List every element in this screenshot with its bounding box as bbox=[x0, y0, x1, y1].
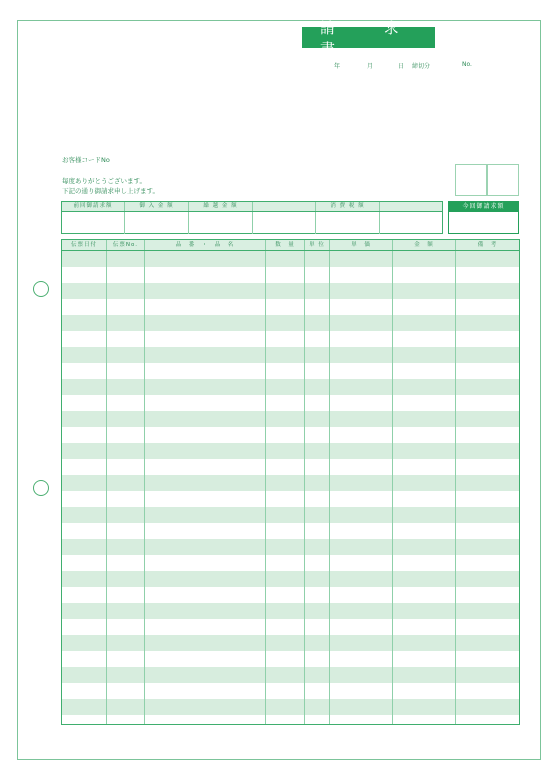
stamp-box-1 bbox=[455, 164, 487, 196]
column-divider bbox=[329, 251, 330, 724]
summary-cell bbox=[189, 212, 253, 234]
table-row bbox=[62, 699, 519, 715]
table-row bbox=[62, 619, 519, 635]
summary-col-payment: 御 入 金 額 bbox=[125, 202, 189, 211]
table-row bbox=[62, 267, 519, 283]
table-row bbox=[62, 443, 519, 459]
greeting-line-1: 毎度ありがとうございます。 bbox=[62, 177, 146, 185]
punch-hole-top bbox=[33, 281, 49, 297]
line-items-table bbox=[61, 239, 520, 725]
invoice-title: 請 求 書 bbox=[302, 27, 435, 48]
summary-cell bbox=[62, 212, 125, 234]
table-row bbox=[62, 523, 519, 539]
col-slip-date: 伝票日付 bbox=[62, 240, 107, 250]
column-divider bbox=[304, 251, 305, 724]
summary-cell bbox=[253, 212, 316, 234]
table-row bbox=[62, 283, 519, 299]
current-total-label: 今回御請求額 bbox=[449, 202, 518, 212]
table-row bbox=[62, 427, 519, 443]
table-row bbox=[62, 571, 519, 587]
table-row bbox=[62, 555, 519, 571]
table-row bbox=[62, 411, 519, 427]
table-row bbox=[62, 379, 519, 395]
table-row bbox=[62, 587, 519, 603]
table-row bbox=[62, 363, 519, 379]
table-row bbox=[62, 715, 519, 731]
punch-hole-bottom bbox=[33, 480, 49, 496]
col-unit: 単 位 bbox=[305, 240, 330, 250]
column-divider bbox=[265, 251, 266, 724]
table-row bbox=[62, 683, 519, 699]
table-row bbox=[62, 395, 519, 411]
summary-cell bbox=[380, 212, 442, 234]
greeting-line-2: 下記の通り御請求申し上げます。 bbox=[62, 187, 159, 195]
summary-col-carryover: 繰 越 金 額 bbox=[189, 202, 253, 211]
summary-cell bbox=[316, 212, 380, 234]
col-quantity: 数 量 bbox=[266, 240, 305, 250]
col-remarks: 備 考 bbox=[477, 242, 498, 248]
table-row bbox=[62, 667, 519, 683]
customer-code-label: お客様コードNo bbox=[62, 156, 110, 164]
col-amount: 金 額 bbox=[393, 240, 456, 250]
summary-table bbox=[61, 201, 443, 234]
table-row bbox=[62, 347, 519, 363]
table-row bbox=[62, 651, 519, 667]
summary-col-blank-2 bbox=[380, 202, 442, 211]
col-item-name: 品 番 ・ 品 名 bbox=[145, 240, 266, 250]
table-row bbox=[62, 331, 519, 347]
table-row bbox=[62, 603, 519, 619]
stamp-box-2 bbox=[487, 164, 519, 196]
table-row bbox=[62, 491, 519, 507]
summary-cell bbox=[125, 212, 189, 234]
table-row bbox=[62, 299, 519, 315]
date-day-label: 日 bbox=[398, 63, 405, 70]
current-total-box bbox=[448, 201, 519, 234]
table-row bbox=[62, 459, 519, 475]
column-divider bbox=[455, 251, 456, 724]
table-body bbox=[62, 251, 519, 724]
date-month-label: 月 bbox=[367, 63, 374, 70]
summary-col-tax: 消 費 税 額 bbox=[316, 202, 380, 211]
column-divider bbox=[144, 251, 145, 724]
invoice-no-label: No. bbox=[462, 61, 472, 68]
col-slip-no: 伝票No. bbox=[107, 240, 145, 250]
closing-label: 締切分 bbox=[412, 63, 431, 70]
summary-col-blank-1 bbox=[253, 202, 316, 211]
table-row bbox=[62, 315, 519, 331]
col-unit-price: 単 価 bbox=[330, 240, 393, 250]
summary-col-previous: 前回御請求額 bbox=[62, 202, 125, 211]
table-row bbox=[62, 635, 519, 651]
table-row bbox=[62, 507, 519, 523]
date-year-label: 年 bbox=[334, 63, 341, 70]
column-divider bbox=[106, 251, 107, 724]
table-row bbox=[62, 539, 519, 555]
column-divider bbox=[392, 251, 393, 724]
table-row bbox=[62, 475, 519, 491]
table-row bbox=[62, 251, 519, 267]
